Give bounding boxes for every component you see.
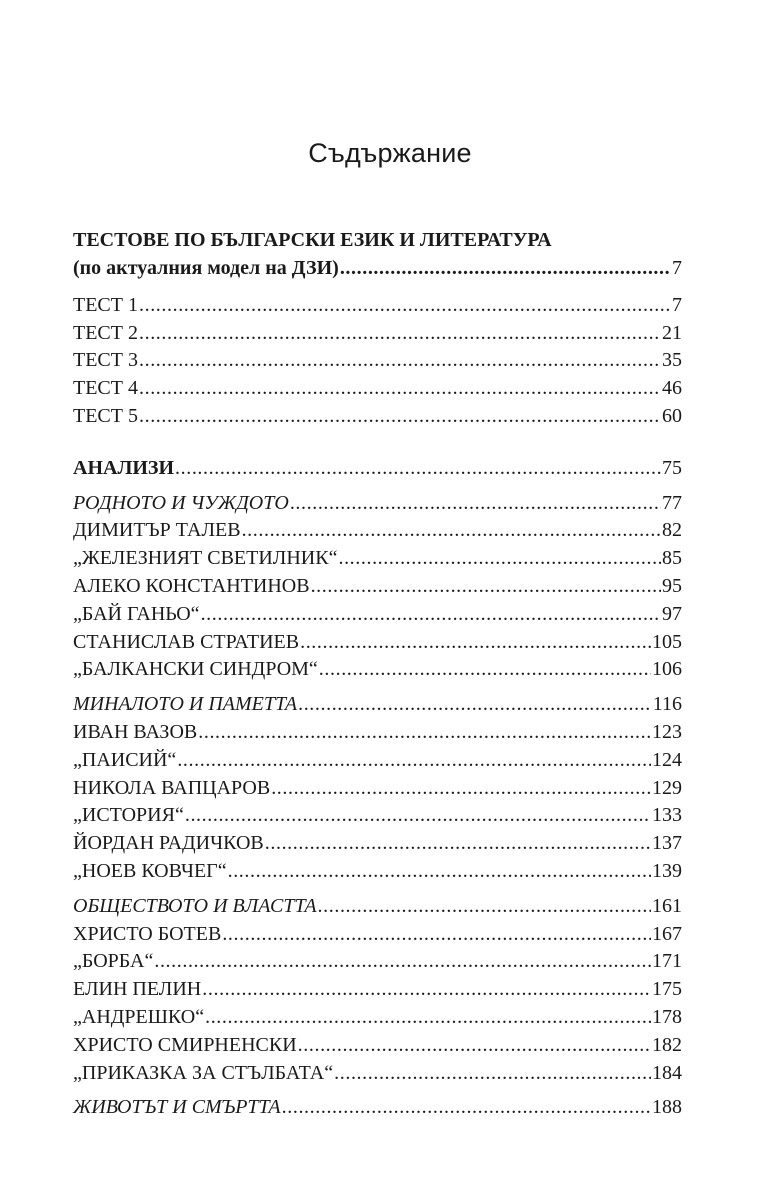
- entry-page-number: 97: [662, 602, 682, 625]
- dot-leader: [228, 858, 651, 886]
- entry-page-number: 129: [652, 776, 682, 799]
- entry-page-number: 106: [652, 658, 682, 681]
- dot-leader: [177, 747, 651, 775]
- toc-entry[interactable]: [73, 775, 682, 803]
- dot-leader: [154, 948, 651, 976]
- entry-page-number: 82: [662, 519, 682, 542]
- entry-label: „ИСТОРИЯ“: [73, 804, 184, 827]
- entry-label: ХРИСТО БОТЕВ: [73, 922, 222, 945]
- entry-label: ТЕСТ 1: [73, 293, 138, 316]
- entry-page-number: 7: [672, 257, 682, 279]
- entry-label: СТАНИСЛАВ СТРАТИЕВ: [73, 630, 300, 653]
- dot-leader: [139, 403, 661, 431]
- entry-label: „ПАИСИЙ“: [73, 748, 177, 771]
- dot-leader: [201, 601, 661, 629]
- toc-entry[interactable]: [73, 601, 682, 629]
- entry-label: МИНАЛОТО И ПАМЕТТА: [73, 693, 298, 716]
- entry-label: НИКОЛА ВАПЦАРОВ: [73, 776, 271, 799]
- toc-entry[interactable]: [73, 545, 682, 573]
- entry-label: ДИМИТЪР ТАЛЕВ: [73, 519, 241, 542]
- toc-entry[interactable]: [73, 1032, 682, 1060]
- entry-label: ТЕСТ 3: [73, 349, 138, 372]
- dot-leader: [311, 573, 661, 601]
- section-subheading-entry[interactable]: [73, 255, 682, 283]
- toc-entry[interactable]: [73, 656, 682, 684]
- dot-leader: [139, 320, 661, 348]
- toc-entry-test-3[interactable]: [73, 347, 682, 375]
- entry-page-number: 123: [652, 720, 682, 743]
- toc-entry[interactable]: [73, 921, 682, 949]
- toc-entry[interactable]: [73, 747, 682, 775]
- dot-leader: [334, 1060, 651, 1088]
- dot-leader: [340, 255, 671, 283]
- toc-entry-test-2[interactable]: [73, 320, 682, 348]
- entry-label: ЖИВОТЪТ И СМЪРТТА: [73, 1096, 281, 1119]
- entry-page-number: 124: [652, 748, 682, 771]
- entry-page-number: 95: [662, 574, 682, 597]
- dot-leader: [265, 830, 651, 858]
- toc-entry[interactable]: [73, 830, 682, 858]
- entry-page-number: 175: [652, 978, 682, 1001]
- entry-page-number: 35: [662, 349, 682, 372]
- entry-label: „ЖЕЛЕЗНИЯТ СВЕТИЛНИК“: [73, 547, 338, 570]
- toc-entry[interactable]: [73, 802, 682, 830]
- entry-label: „НОЕВ КОВЧЕГ“: [73, 859, 227, 882]
- dot-leader: [338, 545, 661, 573]
- dot-leader: [271, 775, 651, 803]
- toc-entry[interactable]: [73, 517, 682, 545]
- entry-page-number: 105: [652, 630, 682, 653]
- entry-page-number: 171: [652, 950, 682, 973]
- dot-leader: [298, 691, 652, 719]
- dot-leader: [139, 375, 661, 403]
- dot-leader: [282, 1094, 651, 1122]
- entry-page-number: 116: [652, 693, 682, 716]
- section-heading-tests: ТЕСТОВЕ ПО БЪЛГАРСКИ ЕЗИК И ЛИТЕРАТУРА: [73, 229, 552, 251]
- dot-leader: [175, 455, 661, 483]
- dot-leader: [319, 656, 651, 684]
- dot-leader: [222, 921, 651, 949]
- dot-leader: [202, 976, 651, 1004]
- entry-label: ОБЩЕСТВОТО И ВЛАСТТА: [73, 894, 317, 917]
- dot-leader: [205, 1004, 651, 1032]
- toc-entry[interactable]: [73, 719, 682, 747]
- entry-page-number: 184: [652, 1061, 682, 1084]
- toc-entry[interactable]: [73, 573, 682, 601]
- toc-entry-theme[interactable]: [73, 490, 682, 518]
- page-title: Съдържание: [308, 138, 472, 168]
- entry-label: ИВАН ВАЗОВ: [73, 720, 198, 743]
- toc-entry-test-5[interactable]: [73, 403, 682, 431]
- dot-leader: [298, 1032, 651, 1060]
- toc-entry-theme[interactable]: [73, 1094, 682, 1122]
- entry-page-number: 75: [662, 456, 682, 479]
- entry-label: ТЕСТ 5: [73, 404, 138, 427]
- toc-entry[interactable]: [73, 1004, 682, 1032]
- entry-page-number: 46: [662, 377, 682, 400]
- entry-page-number: 182: [652, 1033, 682, 1056]
- entry-label: „БОРБА“: [73, 950, 154, 973]
- dot-leader: [185, 802, 651, 830]
- toc-entry-test-1[interactable]: [73, 292, 682, 320]
- dot-leader: [139, 347, 661, 375]
- dot-leader: [300, 629, 651, 657]
- dot-leader: [139, 292, 671, 320]
- entry-label: ТЕСТ 4: [73, 377, 138, 400]
- dot-leader: [198, 719, 651, 747]
- entry-page-number: 60: [662, 404, 682, 427]
- entry-label: „АНДРЕШКО“: [73, 1005, 205, 1028]
- entry-label: (по актуалния модел на ДЗИ): [73, 257, 339, 279]
- entry-label: ТЕСТ 2: [73, 321, 138, 344]
- toc-entry-analyses[interactable]: [73, 455, 682, 483]
- entry-page-number: 133: [652, 804, 682, 827]
- entry-label: РОДНОТО И ЧУЖДОТО: [73, 491, 289, 514]
- entry-page-number: 178: [652, 1005, 682, 1028]
- entry-page-number: 188: [652, 1096, 682, 1119]
- toc-entry[interactable]: [73, 629, 682, 657]
- dot-leader: [242, 517, 661, 545]
- entry-label: „БАЙ ГАНЬО“: [73, 602, 200, 625]
- entry-label: АНАЛИЗИ: [73, 456, 175, 479]
- toc-entry[interactable]: [73, 976, 682, 1004]
- entry-label: ЕЛИН ПЕЛИН: [73, 978, 202, 1001]
- entry-label: ХРИСТО СМИРНЕНСКИ: [73, 1033, 297, 1056]
- entry-label: АЛЕКО КОНСТАНТИНОВ: [73, 574, 310, 597]
- entry-page-number: 167: [652, 922, 682, 945]
- entry-page-number: 7: [672, 293, 682, 316]
- entry-label: ЙОРДАН РАДИЧКОВ: [73, 832, 264, 855]
- entry-page-number: 139: [652, 859, 682, 882]
- entry-page-number: 77: [662, 491, 682, 514]
- entry-page-number: 137: [652, 832, 682, 855]
- toc-entry[interactable]: [73, 1060, 682, 1088]
- dot-leader: [318, 893, 651, 921]
- entry-page-number: 85: [662, 547, 682, 570]
- dot-leader: [290, 490, 661, 518]
- toc-entry[interactable]: [73, 948, 682, 976]
- entry-page-number: 21: [662, 321, 682, 344]
- toc-entry[interactable]: [73, 858, 682, 886]
- toc-entry-test-4[interactable]: [73, 375, 682, 403]
- entry-label: „ПРИКАЗКА ЗА СТЪЛБАТА“: [73, 1061, 334, 1084]
- toc-entry-theme[interactable]: [73, 691, 682, 719]
- entry-label: „БАЛКАНСКИ СИНДРОМ“: [73, 658, 318, 681]
- table-of-contents: [73, 226, 682, 1122]
- toc-entry-theme[interactable]: [73, 893, 682, 921]
- entry-page-number: 161: [652, 894, 682, 917]
